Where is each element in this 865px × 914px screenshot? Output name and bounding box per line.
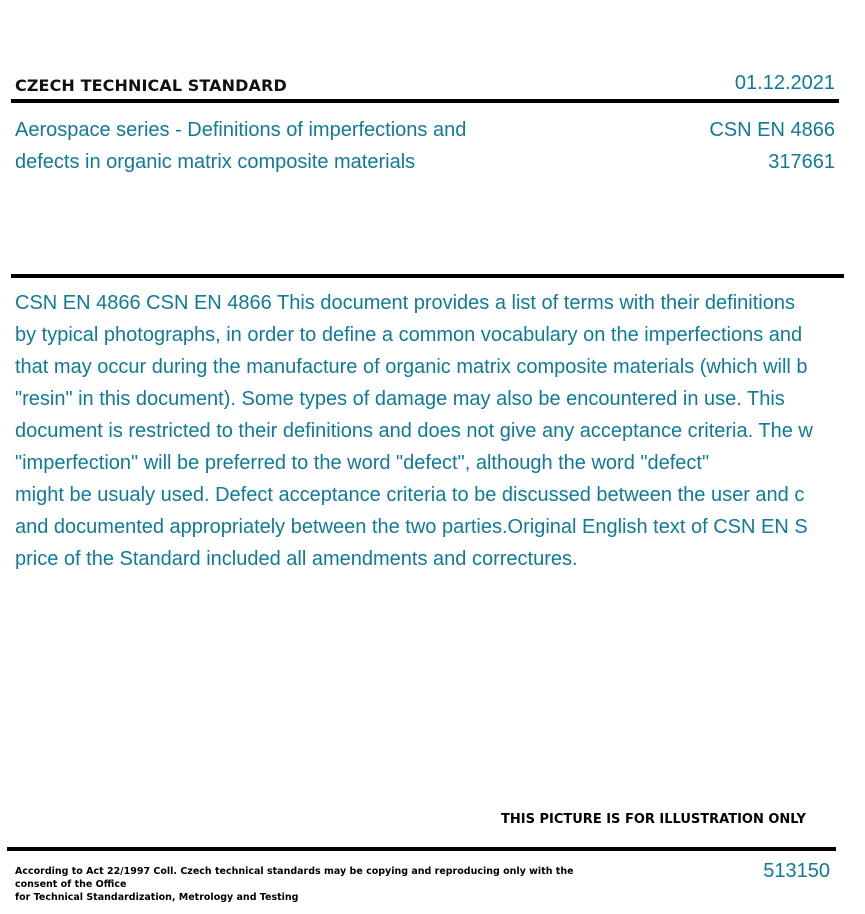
abstract-line: document is restricted to their definitions and does not give any acceptance criteria. The w [15,420,813,442]
illustration-notice: THIS PICTURE IS FOR ILLUSTRATION ONLY [501,812,806,827]
footer-code: 513150 [763,860,830,882]
document-title [15,114,535,178]
legal-notice [15,865,585,904]
document-title-line: defects in organic matrix composite materials [15,151,416,173]
section-divider [11,274,844,278]
abstract-line: price of the Standard included all amendments and correctures. [15,548,578,570]
legal-notice-line: According to Act 22/1997 Coll. Czech technical standards may be copying and reproducing only with the consent of the Office [15,866,574,890]
abstract-line: "resin" in this document). Some types of damage may also be encountered in use. This [15,388,785,410]
standard-type-heading: CZECH TECHNICAL STANDARD [15,76,287,95]
abstract-line: CSN EN 4866 CSN EN 4866 This document provides a list of terms with their definitions [15,292,795,314]
abstract-line: "imperfection" will be preferred to the word "defect", although the word "defect" [15,452,710,474]
standard-number: CSN EN 4866 [709,119,835,141]
catalog-number: 317661 [768,151,835,173]
header-divider [11,99,839,103]
abstract-line: might be usualy used. Defect acceptance criteria to be discussed between the user and c [15,484,805,506]
abstract-line: and documented appropriately between the two parties.Original English text of CSN EN S [15,516,808,538]
abstract-line: that may occur during the manufacture of organic matrix composite materials (which will b [15,356,808,378]
footer-divider [7,847,836,851]
abstract-text [15,287,813,575]
abstract-line: by typical photographs, in order to define a common vocabulary on the imperfections and [15,324,803,346]
legal-notice-line: for Technical Standardization, Metrology and Testing [15,892,299,903]
document-identifiers [709,114,835,178]
publication-date: 01.12.2021 [734,72,835,94]
document-title-line: Aerospace series - Definitions of imperfections and [15,119,467,141]
